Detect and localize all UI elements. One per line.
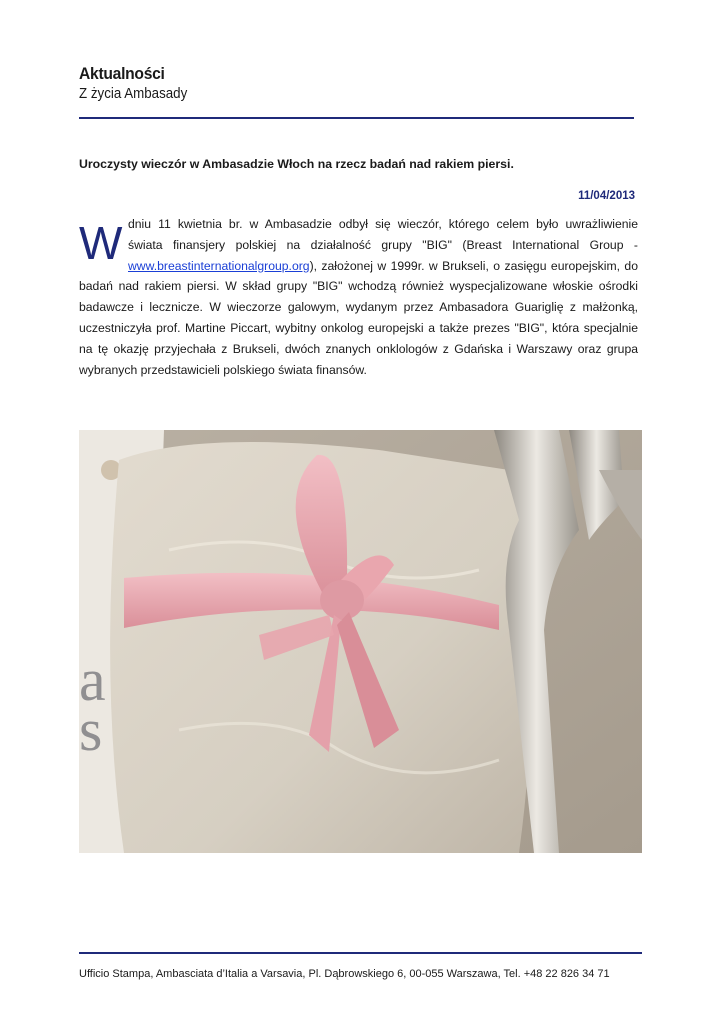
ribbon-napkin-image xyxy=(79,430,642,853)
svg-text:s: s xyxy=(79,697,103,763)
body-line: badań nad rakiem piersi. W skład grupy "BIG" wchodzą również wyspecjalizowane włoskie ośrodki xyxy=(79,279,638,294)
footer-divider xyxy=(79,952,642,954)
body-line: dniu 11 kwietnia br. w Ambasadzie odbył się wieczór, którego celem było uwrażliwienie xyxy=(128,217,638,231)
svg-text:a: a xyxy=(79,647,106,713)
drop-cap: W xyxy=(79,217,123,269)
body-line: uczestniczyła prof. Martine Piccart, wybitny onkolog europejski a także prezes "BIG", która specjalnie xyxy=(79,320,638,335)
footer-contact: Ufficio Stampa, Ambasciata d’Italia a Varsavia, Pl. Dąbrowskiego 6, 00-055 Warszawa, Tel. +48 22 826 34 71 xyxy=(79,968,610,980)
body-line: świata finansjery polskiej na działalność grupy "BIG" (Breast International Group - xyxy=(128,237,638,252)
big-website-link[interactable]: www.breastinternationalgroup.org xyxy=(128,258,310,273)
article-date: 11/04/2013 xyxy=(578,190,635,202)
header-divider xyxy=(79,117,634,119)
event-photo xyxy=(79,430,642,853)
page-subtitle: Z życia Ambasady xyxy=(79,86,188,102)
body-line xyxy=(128,256,638,277)
article-title: Uroczysty wieczór w Ambasadzie Włoch na rzecz badań nad rakiem piersi. xyxy=(79,157,514,171)
article-body xyxy=(79,214,638,380)
body-line: na tę okazję przyjechała z Brukseli, dwóch znanych onklologów z Gdańska i Warszawy oraz grupa xyxy=(79,341,638,356)
body-line: badawcze i lecznicze. W wieczorze galowym, wydanym przez Ambasadora Guariglię z małżonką, xyxy=(79,300,638,315)
body-line-text: ), założonej w 1999r. w Brukseli, o zasięgu europejskim, do xyxy=(309,258,638,273)
page-title: Aktualności xyxy=(79,64,165,83)
body-line: wybranych przedstawicieli polskiego świata finansów. xyxy=(79,362,367,377)
